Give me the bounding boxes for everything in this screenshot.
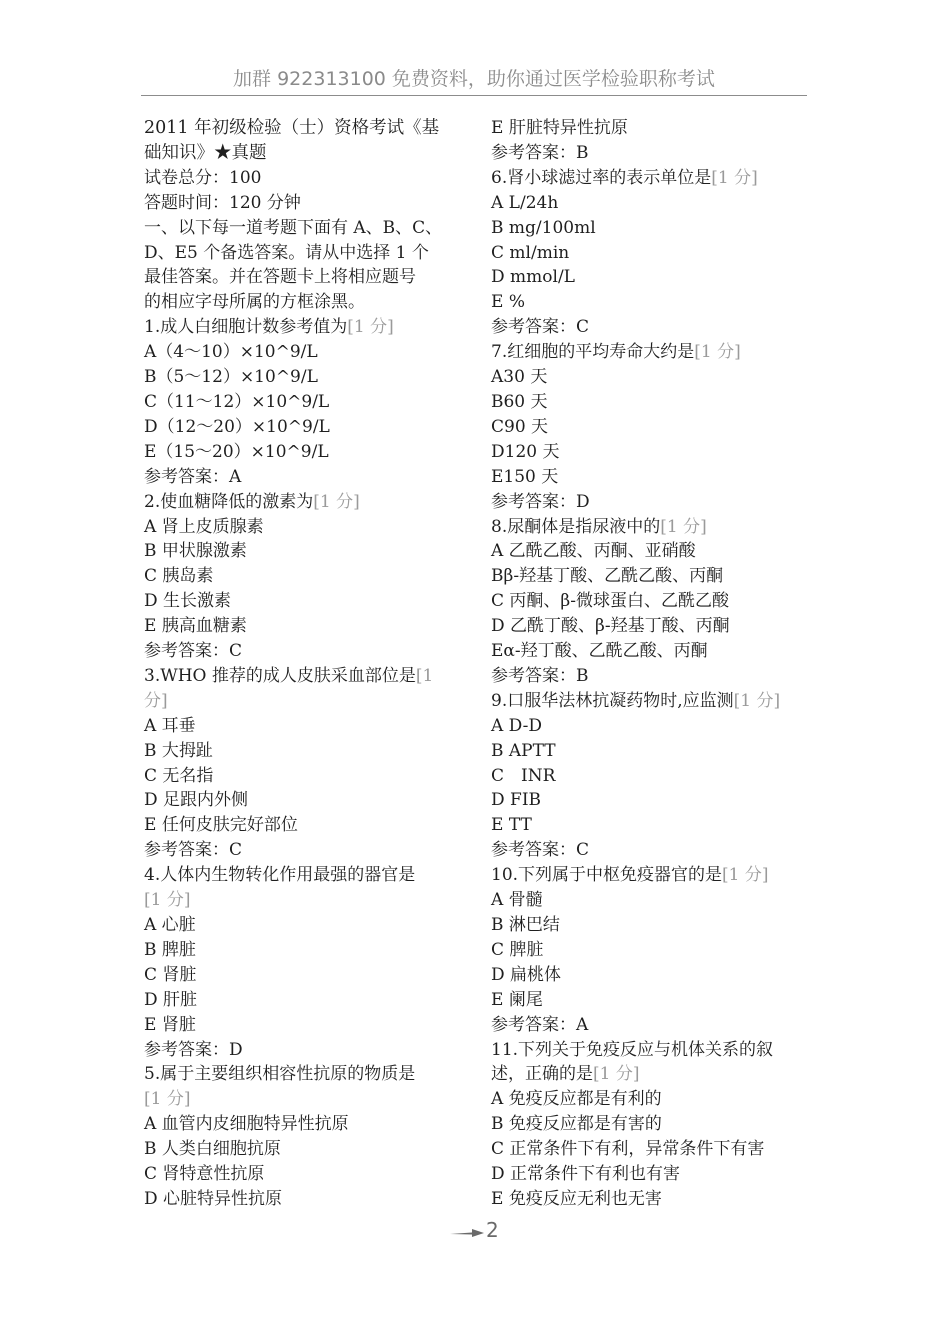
option-item: D 乙酰丁酸、β-羟基丁酸、丙酮: [491, 616, 730, 637]
option-item: A 乙酰乙酸、丙酮、亚硝酸: [491, 541, 696, 562]
option-item: Eα-羟丁酸、乙酰乙酸、丙酮: [491, 641, 708, 662]
page-footer: [450, 1218, 499, 1244]
option-item: B60 天: [491, 391, 548, 412]
option-item: D（12～20）×10^9/L: [144, 416, 330, 437]
option-item: A（4～10）×10^9/L: [144, 342, 318, 363]
option-item: D mmol/L: [491, 267, 575, 288]
reference-answer: 参考答案：A: [144, 466, 242, 487]
option-item: C INR: [491, 765, 556, 786]
option-item: A D-D: [491, 715, 542, 736]
option-item: E TT: [491, 815, 532, 836]
option-item: A 骨髓: [491, 890, 543, 911]
option-item: E 肝脏特异性抗原: [491, 118, 628, 138]
option-item: C 无名指: [144, 765, 214, 786]
option-item: D 肝脏: [144, 989, 198, 1010]
option-item: C90 天: [491, 416, 549, 437]
page-header: 加群 922313100 免费资料，助你通过医学检验职称考试: [233, 68, 715, 90]
question-11-stem: 11.下列关于免疫反应与机体关系的叙: [491, 1039, 774, 1060]
option-item: E150 天: [491, 466, 559, 487]
question-score: [1 分]: [144, 1089, 191, 1110]
option-item: B 淋巴结: [491, 915, 560, 935]
question-5-stem: 5.属于主要组织相容性抗原的物质是: [144, 1064, 416, 1085]
instructions-line: 的相应字母所属的方框涂黑。: [144, 292, 365, 313]
option-item: E 任何皮肤完好部位: [144, 815, 298, 836]
option-item: C 正常条件下有利，异常条件下有害: [491, 1139, 765, 1160]
question-score: [1 分]: [733, 690, 781, 711]
question-score: [1 分]: [593, 1064, 640, 1085]
option-item: Bβ-羟基丁酸、乙酰乙酸、丙酮: [491, 566, 724, 587]
option-item: B（5～12）×10^9/L: [144, 367, 318, 388]
option-item: E %: [491, 292, 525, 313]
option-item: A 免疫反应都是有利的: [491, 1089, 662, 1110]
question-score: [1 分]: [711, 167, 758, 188]
option-item: C 丙酮、β-微球蛋白、乙酰乙酸: [491, 591, 729, 612]
option-item: A 心脏: [144, 915, 196, 935]
page-number: 2: [486, 1218, 499, 1242]
option-item: E 免疫反应无利也无害: [491, 1188, 662, 1209]
option-item: C 胰岛素: [144, 566, 214, 587]
option-item: C 肾特意性抗原: [144, 1164, 265, 1185]
option-item: D 足跟内外侧: [144, 790, 249, 811]
question-6-stem: 6.肾小球滤过率的表示单位是[1 分]: [491, 167, 758, 188]
question-3-stem: 3.WHO 推荐的成人皮肤采血部位是[1: [144, 665, 434, 686]
option-item: B APTT: [491, 740, 556, 761]
question-score: [1 分]: [347, 317, 394, 338]
question-8-stem: 8.尿酮体是指尿液中的[1 分]: [491, 516, 707, 537]
question-7-stem: 7.红细胞的平均寿命大约是[1 分]: [491, 342, 741, 363]
option-item: C 肾脏: [144, 964, 197, 985]
reference-answer: 参考答案：C: [491, 317, 590, 338]
option-item: C 脾脏: [491, 939, 544, 960]
option-item: A 血管内皮细胞特异性抗原: [144, 1114, 349, 1135]
option-item: A30 天: [491, 367, 548, 388]
option-item: D FIB: [491, 790, 542, 811]
exam-duration: 答题时间：120 分钟: [144, 192, 301, 213]
option-item: B mg/100ml: [491, 217, 596, 238]
question-score: [1 分]: [722, 865, 769, 886]
instructions-line: 一、以下每一道考题下面有 A、B、C、: [144, 217, 443, 238]
exam-title-line-1: 2011 年初级检验（士）资格考试《基: [144, 118, 440, 138]
option-item: A 肾上皮质腺素: [144, 516, 264, 537]
reference-answer: 参考答案：C: [144, 840, 243, 861]
right-column: [491, 116, 813, 1212]
question-1-stem: 1.成人白细胞计数参考值为[1 分]: [144, 317, 394, 338]
question-score: [1 分]: [694, 342, 741, 363]
question-9-stem: 9.口服华法林抗凝药物时,应监测[1 分]: [491, 690, 781, 711]
reference-answer: 参考答案：B: [491, 142, 589, 163]
option-item: A 耳垂: [144, 715, 196, 736]
option-item: E（15～20）×10^9/L: [144, 441, 329, 462]
question-score-continued: 分]: [144, 690, 168, 711]
reference-answer: 参考答案：D: [144, 1039, 243, 1060]
option-item: E 肾脏: [144, 1014, 196, 1035]
reference-answer: 参考答案：A: [491, 1014, 589, 1035]
arrow-right-icon: [450, 1220, 484, 1244]
exam-title-line-2: 础知识》★真题: [144, 142, 267, 163]
option-item: B 人类白细胞抗原: [144, 1139, 281, 1160]
option-item: D120 天: [491, 441, 560, 462]
instructions-line: 最佳答案。并在答题卡上将相应题号: [144, 267, 416, 288]
reference-answer: 参考答案：C: [144, 641, 243, 662]
option-item: C（11～12）×10^9/L: [144, 391, 330, 412]
question-score: [1 分]: [313, 491, 360, 512]
left-column: [144, 116, 466, 1212]
option-item: B 免疫反应都是有害的: [491, 1114, 662, 1135]
option-item: D 正常条件下有利也有害: [491, 1164, 681, 1185]
total-score: 试卷总分：100: [144, 167, 262, 188]
option-item: B 脾脏: [144, 939, 196, 960]
reference-answer: 参考答案：B: [491, 665, 589, 686]
question-score: [1 分]: [144, 890, 191, 911]
option-item: B 大拇趾: [144, 740, 213, 761]
option-item: A L/24h: [491, 192, 559, 213]
question-10-stem: 10.下列属于中枢免疫器官的是[1 分]: [491, 865, 769, 886]
question-4-stem: 4.人体内生物转化作用最强的器官是: [144, 865, 416, 886]
question-2-stem: 2.使血糖降低的激素为[1 分]: [144, 491, 360, 512]
option-item: E 胰高血糖素: [144, 616, 247, 637]
reference-answer: 参考答案：C: [491, 840, 590, 861]
option-item: D 扁桃体: [491, 964, 562, 985]
option-item: D 心脏特异性抗原: [144, 1188, 283, 1209]
header-divider: [141, 95, 807, 96]
question-score: [1 分]: [660, 516, 707, 537]
option-item: C ml/min: [491, 242, 570, 263]
question-score: [1: [415, 665, 434, 686]
reference-answer: 参考答案：D: [491, 491, 590, 512]
option-item: B 甲状腺激素: [144, 541, 247, 562]
option-item: E 阑尾: [491, 989, 543, 1010]
question-11-stem-continued: 述，正确的是[1 分]: [491, 1064, 640, 1085]
option-item: D 生长激素: [144, 591, 232, 612]
instructions-line: D、E5 个备选答案。请从中选择 1 个: [144, 242, 429, 263]
